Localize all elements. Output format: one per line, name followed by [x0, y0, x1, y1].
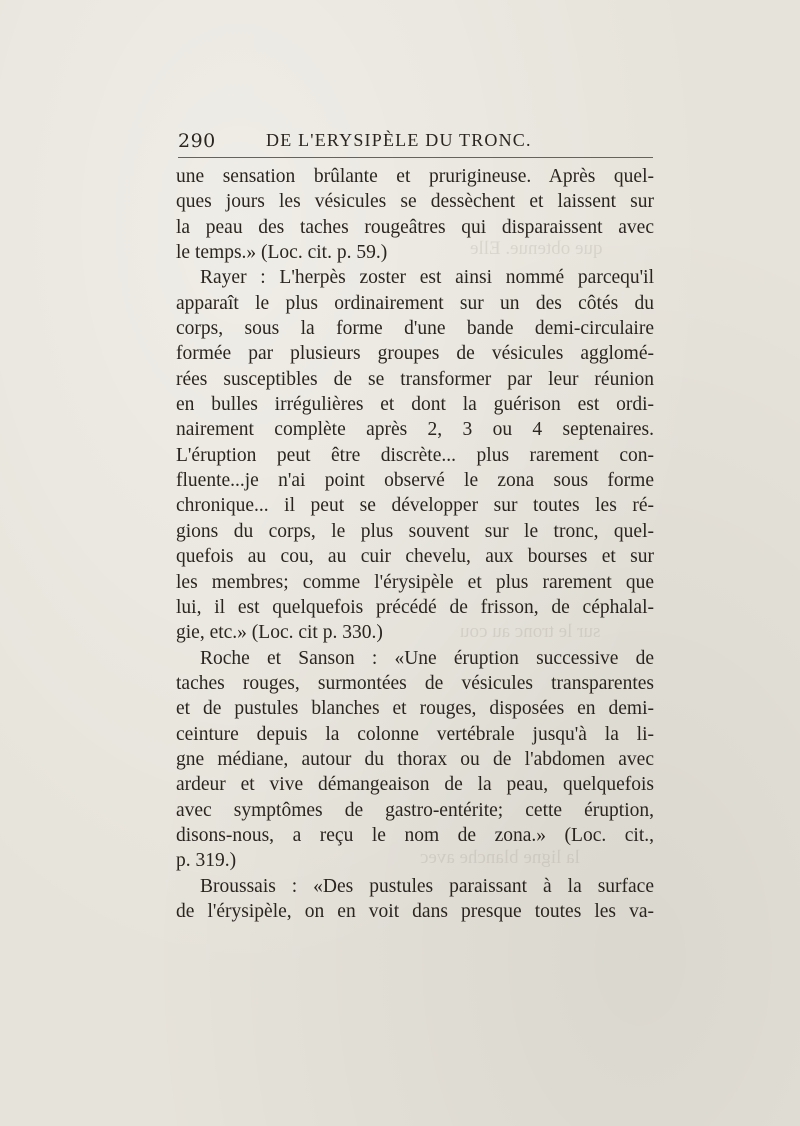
text-line: ceinture depuis la colonne vertébrale jusqu'à la li-: [176, 723, 654, 745]
text-line: gions du corps, le plus souvent sur le tronc, quel-: [176, 520, 654, 542]
running-title: DE L'ERYSIPÈLE DU TRONC.: [266, 130, 532, 150]
text-line: le temps.» (Loc. cit. p. 59.): [176, 242, 388, 264]
text-line: gne médiane, autour du thorax ou de l'abdomen avec: [176, 748, 654, 770]
text-line: p. 319.): [176, 850, 237, 872]
text-line: Rayer : L'herpès zoster est ainsi nommé parcequ'il: [200, 267, 654, 289]
text-line: formée par plusieurs groupes de vésicules agglomé-: [176, 343, 654, 365]
text-line: taches rouges, surmontées de vésicules transparentes: [176, 672, 654, 694]
text-line: gie, etc.» (Loc. cit p. 330.): [176, 622, 383, 644]
text-line: chronique... il peut se développer sur toutes les ré-: [176, 495, 654, 517]
text-line: disons-nous, a reçu le nom de zona.» (Loc. cit.,: [176, 824, 654, 846]
show-through-text: que obtenue. Elle: [470, 238, 603, 259]
text-line: fluente...je n'ai point observé le zona sous forme: [176, 470, 654, 492]
text-line: nairement complète après 2, 3 ou 4 septenaires.: [176, 419, 654, 441]
text-line: les membres; comme l'érysipèle et plus rarement que: [176, 571, 654, 593]
text-line: ques jours les vésicules se dessèchent et laissent sur: [176, 191, 654, 213]
text-line: de l'érysipèle, on en voit dans presque toutes les va-: [176, 900, 654, 922]
text-line: et de pustules blanches et rouges, disposées en demi-: [176, 698, 654, 720]
text-line: ardeur et vive démangeaison de la peau, quelquefois: [176, 774, 654, 796]
show-through-text: la ligne blanche avec: [420, 847, 580, 868]
page-number: 290: [178, 130, 216, 152]
text-line: lui, il est quelquefois précédé de frisson, de céphalal-: [176, 596, 654, 618]
text-line: en bulles irrégulières et dont la guérison est ordi-: [176, 394, 654, 416]
text-line: rées susceptibles de se transformer par leur réunion: [176, 368, 654, 390]
show-through-text: sur le tronc au cou: [460, 621, 601, 642]
text-line: apparaît le plus ordinairement sur un des côtés du: [176, 292, 654, 314]
text-line: la peau des taches rougeâtres qui disparaissent avec: [176, 216, 654, 238]
text-line: quefois au cou, au cuir chevelu, aux bourses et sur: [176, 546, 654, 568]
body-text: [176, 164, 654, 924]
text-line: Broussais : «Des pustules paraissant à la surface: [200, 875, 654, 897]
text-line: Roche et Sanson : «Une éruption successive de: [200, 647, 654, 669]
text-line: avec symptômes de gastro-entérite; cette éruption,: [176, 799, 654, 821]
text-line: une sensation brûlante et prurigineuse. Après quel-: [176, 166, 654, 187]
text-line: corps, sous la forme d'une bande demi-circulaire: [176, 318, 654, 340]
page-header: [178, 127, 653, 158]
text-line: L'éruption peut être discrète... plus rarement con-: [176, 444, 654, 466]
